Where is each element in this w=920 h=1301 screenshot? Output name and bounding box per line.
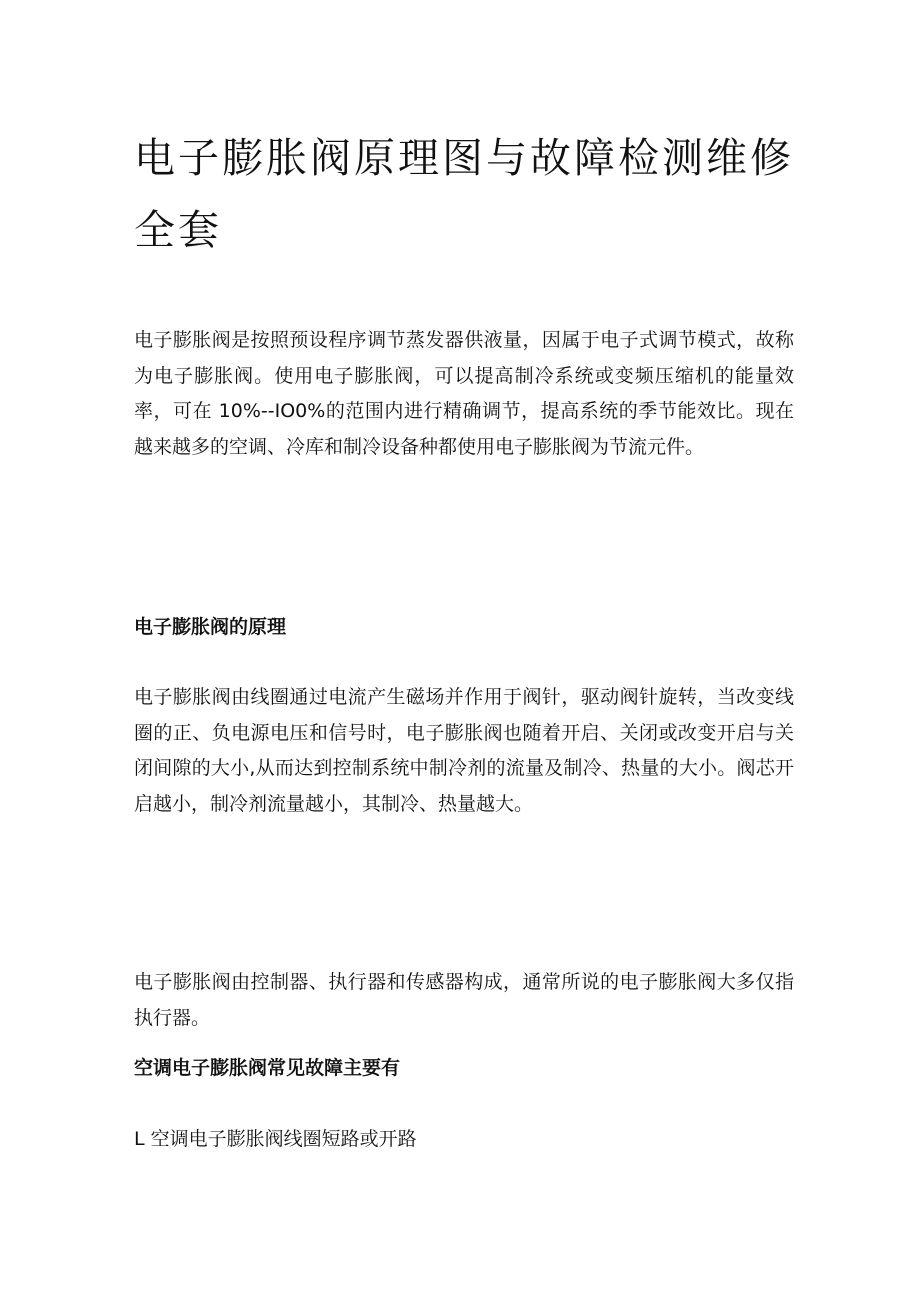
principle-heading: 电子膨胀阀的原理 <box>134 616 287 638</box>
document-title: 电子膨胀阀原理图与故障检测维修全套 <box>134 134 794 254</box>
intro-paragraph: 电子膨胀阀是按照预设程序调节蒸发器供液量，因属于电子式调节模式，故称为电子膨胀阀。使用电子膨胀阀，可以提高制冷系统或变频压缩机的能量效率，可在 10%--IO0%的范围内进行精确调节，提高系统的季节能效比。现在越来越多的空调、冷库和制冷设备种都使用电子膨胀阀为节流元件。 <box>134 329 794 458</box>
principle-paragraph: 电子膨胀阀由线圈通过电流产生磁场并作用于阀针，驱动阀针旋转，当改变线圈的正、负电源电压和信号时，电子膨胀阀也随着开启、关闭或改变开启与关闭间隙的大小,从而达到控制系统中制冷剂的流量及制冷、热量的大小。阀芯开启越小，制冷剂流量越小，其制冷、热量越大。 <box>134 686 794 815</box>
fault-list-item: L 空调电子膨胀阀线圈短路或开路 <box>134 1128 417 1150</box>
components-paragraph: 电子膨胀阀由控制器、执行器和传感器构成，通常所说的电子膨胀阀大多仅指执行器。 <box>134 971 794 1029</box>
common-faults-heading: 空调电子膨胀阀常见故障主要有 <box>134 1057 401 1079</box>
